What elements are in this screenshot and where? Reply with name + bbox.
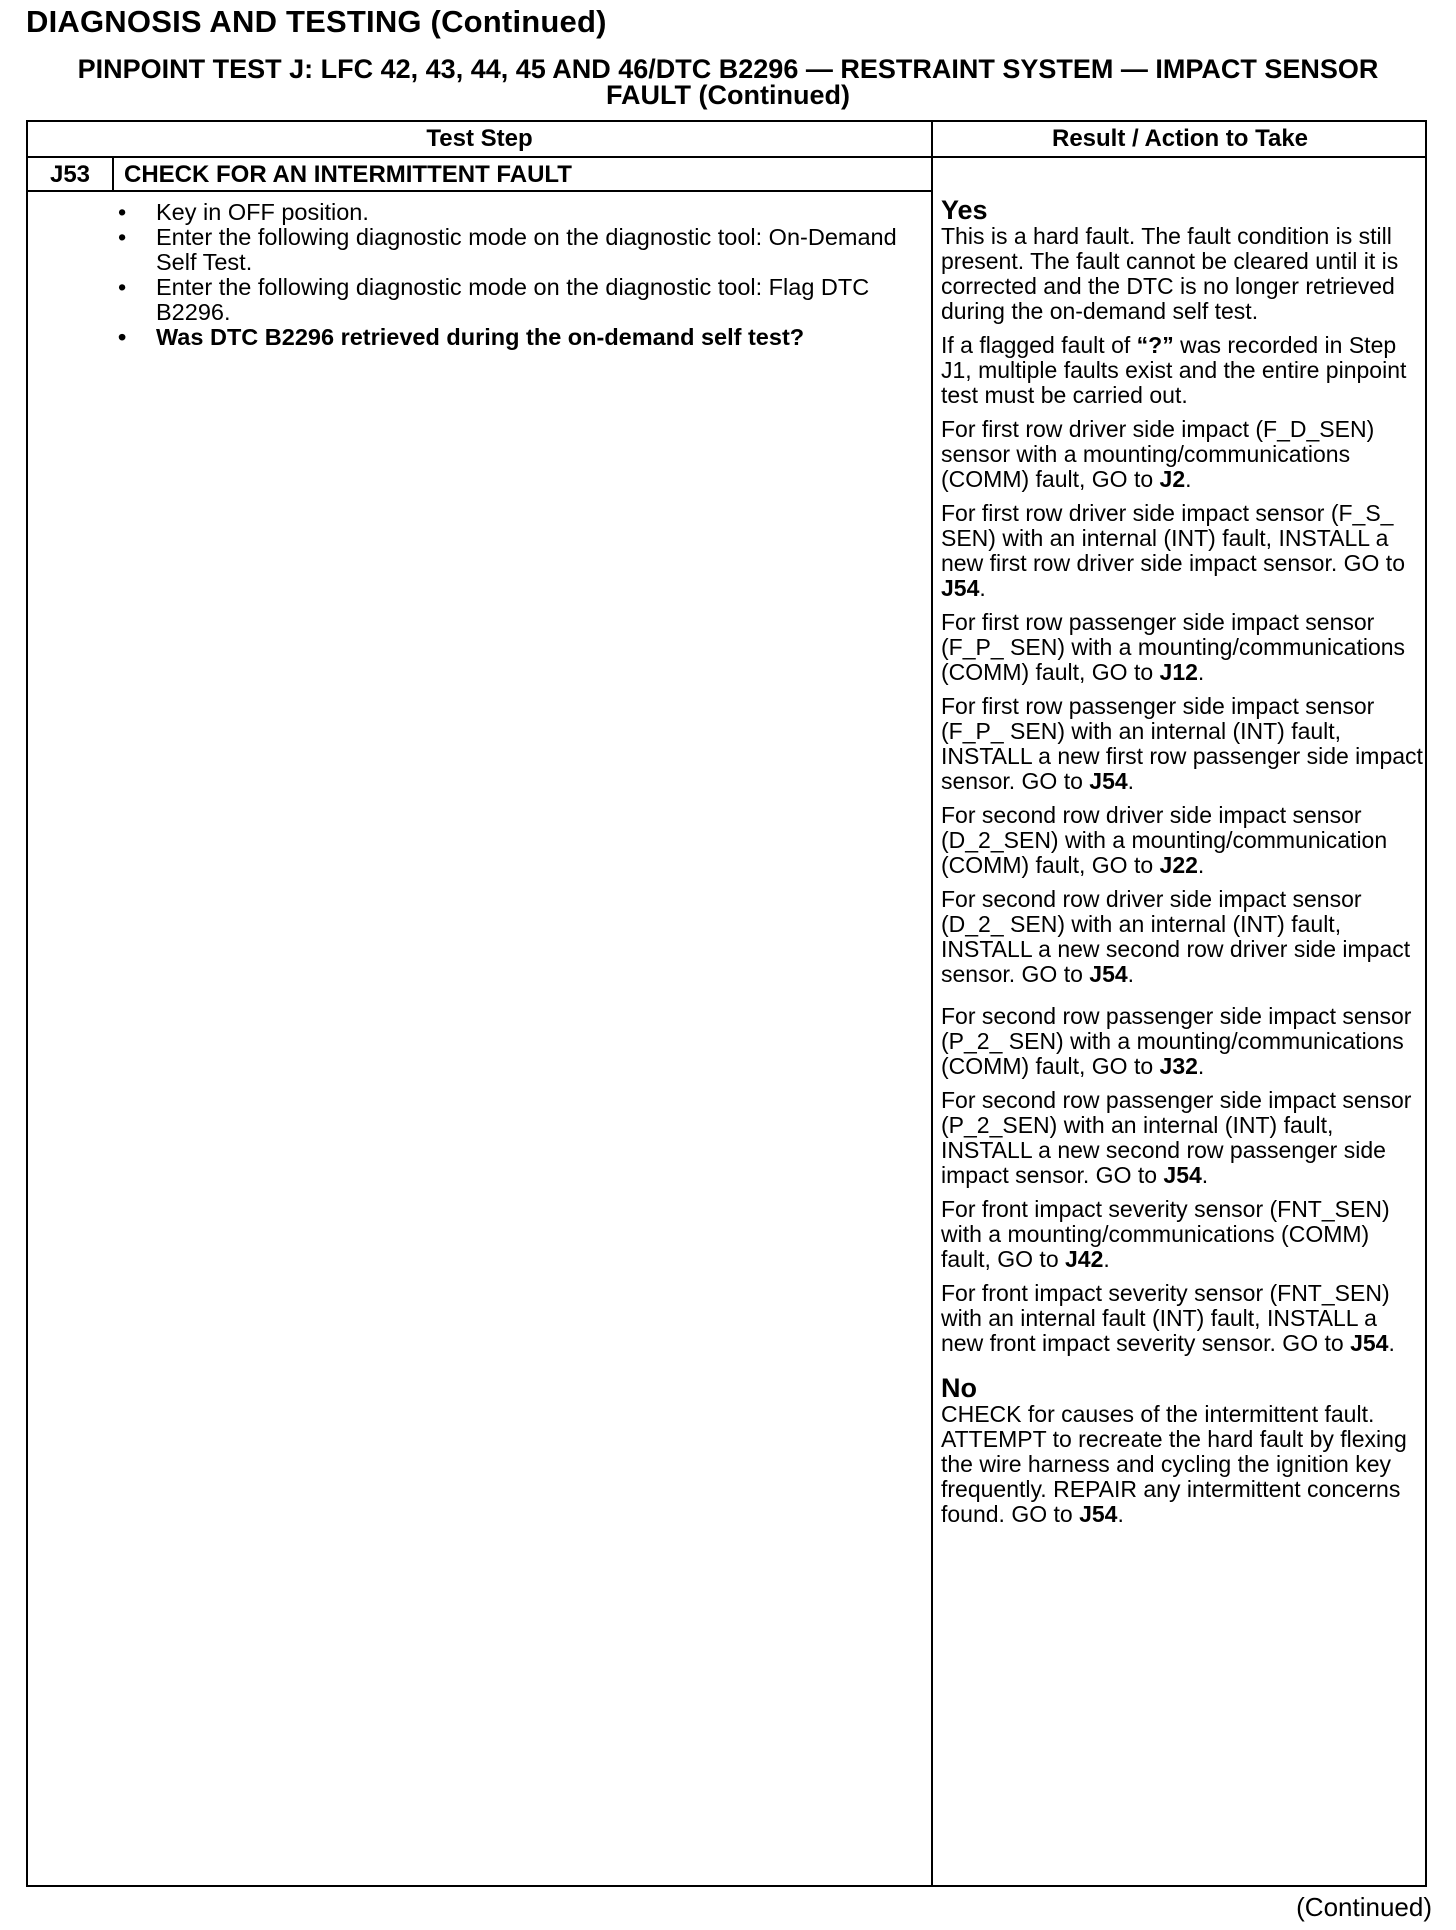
goto-step-link: J42 [1065,1246,1104,1272]
step-instructions [104,200,914,350]
action-item: For first row driver side impact sensor (F_S_ SEN) with an internal (INT) fault, INSTALL a new first row driver side impact sensor. GO to J54. [941,500,1405,601]
instruction-question: • Was DTC B2296 retrieved during the on-demand self test? [104,325,914,350]
no-action: CHECK for causes of the intermittent fault. ATTEMPT to recreate the hard fault by flexing the wire harness and cycling the ignition key frequently. REPAIR any intermittent concerns found. GO to J54. [941,1401,1407,1527]
yes-label: Yes [941,195,988,225]
action-item: For second row driver side impact sensor (D_2_ SEN) with an internal (INT) fault, INSTALL a new second row driver side impact sensor. GO to J54. [941,886,1411,987]
goto-step-link: J54 [1163,1162,1202,1188]
flagged-fault-note [941,333,1423,408]
goto-step-link: J54 [1089,961,1128,987]
page-title: DIAGNOSIS AND TESTING (Continued) [26,4,607,39]
step-id: J53 [49,161,91,188]
column-divider [931,122,933,1885]
goto-step-link: J2 [1159,466,1186,492]
result-column [941,196,1423,1536]
instruction-item: • Enter the following diagnostic mode on the diagnostic tool: On-Demand Self Test. [104,225,914,275]
goto-step-link: J54 [1089,768,1128,794]
goto-step-link: J12 [1159,659,1198,685]
step-row-divider [28,190,931,192]
action-item: For front impact severity sensor (FNT_SEN) with a mounting/communications (COMM) fault, GO to J42. [941,1196,1390,1272]
pinpoint-test-heading [26,56,1430,108]
action-item: For second row passenger side impact sensor (P_2_ SEN) with a mounting/communications (COMM) fault, GO to J32. [941,1003,1412,1079]
action-item: For first row driver side impact (F_D_SEN) sensor with a mounting/communications (COMM) fault, GO to J2. [941,416,1375,492]
action-item: For first row passenger side impact sensor (F_P_ SEN) with a mounting/communications (COMM) fault, GO to J12. [941,609,1406,685]
column-header-result-action: Result / Action to Take [1051,125,1309,152]
step-title: CHECK FOR AN INTERMITTENT FAULT [124,161,572,188]
goto-step-link: J32 [1159,1053,1198,1079]
pinpoint-test-heading-line2: FAULT (Continued) [606,80,850,110]
goto-step-link: J22 [1159,852,1198,878]
yes-intro: This is a hard fault. The fault condition is still present. The fault cannot be cleared until it is corrected and the DTC is no longer retrieved during the on-demand self test. [941,223,1399,324]
goto-step-link: J54 [1350,1330,1389,1356]
flagged-note-pre: If a flagged fault of [941,332,1137,358]
instruction-item: • Key in OFF position. [104,200,914,225]
action-item: For front impact severity sensor (FNT_SEN) with an internal fault (INT) fault, INSTALL a new front impact severity sensor. GO to J54. [941,1280,1395,1356]
pinpoint-test-table [26,120,1427,1887]
no-label: No [941,1373,977,1403]
instruction-item: • Enter the following diagnostic mode on the diagnostic tool: Flag DTC B2296. [104,275,914,325]
goto-step-link: J54 [941,575,980,601]
step-id-divider [112,156,114,191]
flagged-note-post: was recorded in Step J1, multiple faults exist and the entire pinpoint test must be carried out. [941,332,1407,408]
flagged-mark: “?” [1136,332,1174,358]
continued-footer: (Continued) [1296,1892,1432,1922]
action-item: For second row passenger side impact sensor (P_2_SEN) with an internal (INT) fault, INSTALL a new second row passenger side impact sensor. GO to J54. [941,1087,1412,1188]
action-item: For first row passenger side impact sensor (F_P_ SEN) with an internal (INT) fault, INSTALL a new first row passenger side impact sensor. GO to J54. [941,693,1423,794]
action-item: For second row driver side impact sensor (D_2_SEN) with a mounting/communication (COMM) fault, GO to J22. [941,802,1388,878]
pinpoint-test-heading-line1: PINPOINT TEST J: LFC 42, 43, 44, 45 AND 46/DTC B2296 — RESTRAINT SYSTEM — IMPACT SENSOR [77,54,1379,84]
goto-step-link: J54 [1079,1501,1118,1527]
header-row-divider [28,156,1425,158]
column-header-test-step: Test Step [426,125,533,152]
